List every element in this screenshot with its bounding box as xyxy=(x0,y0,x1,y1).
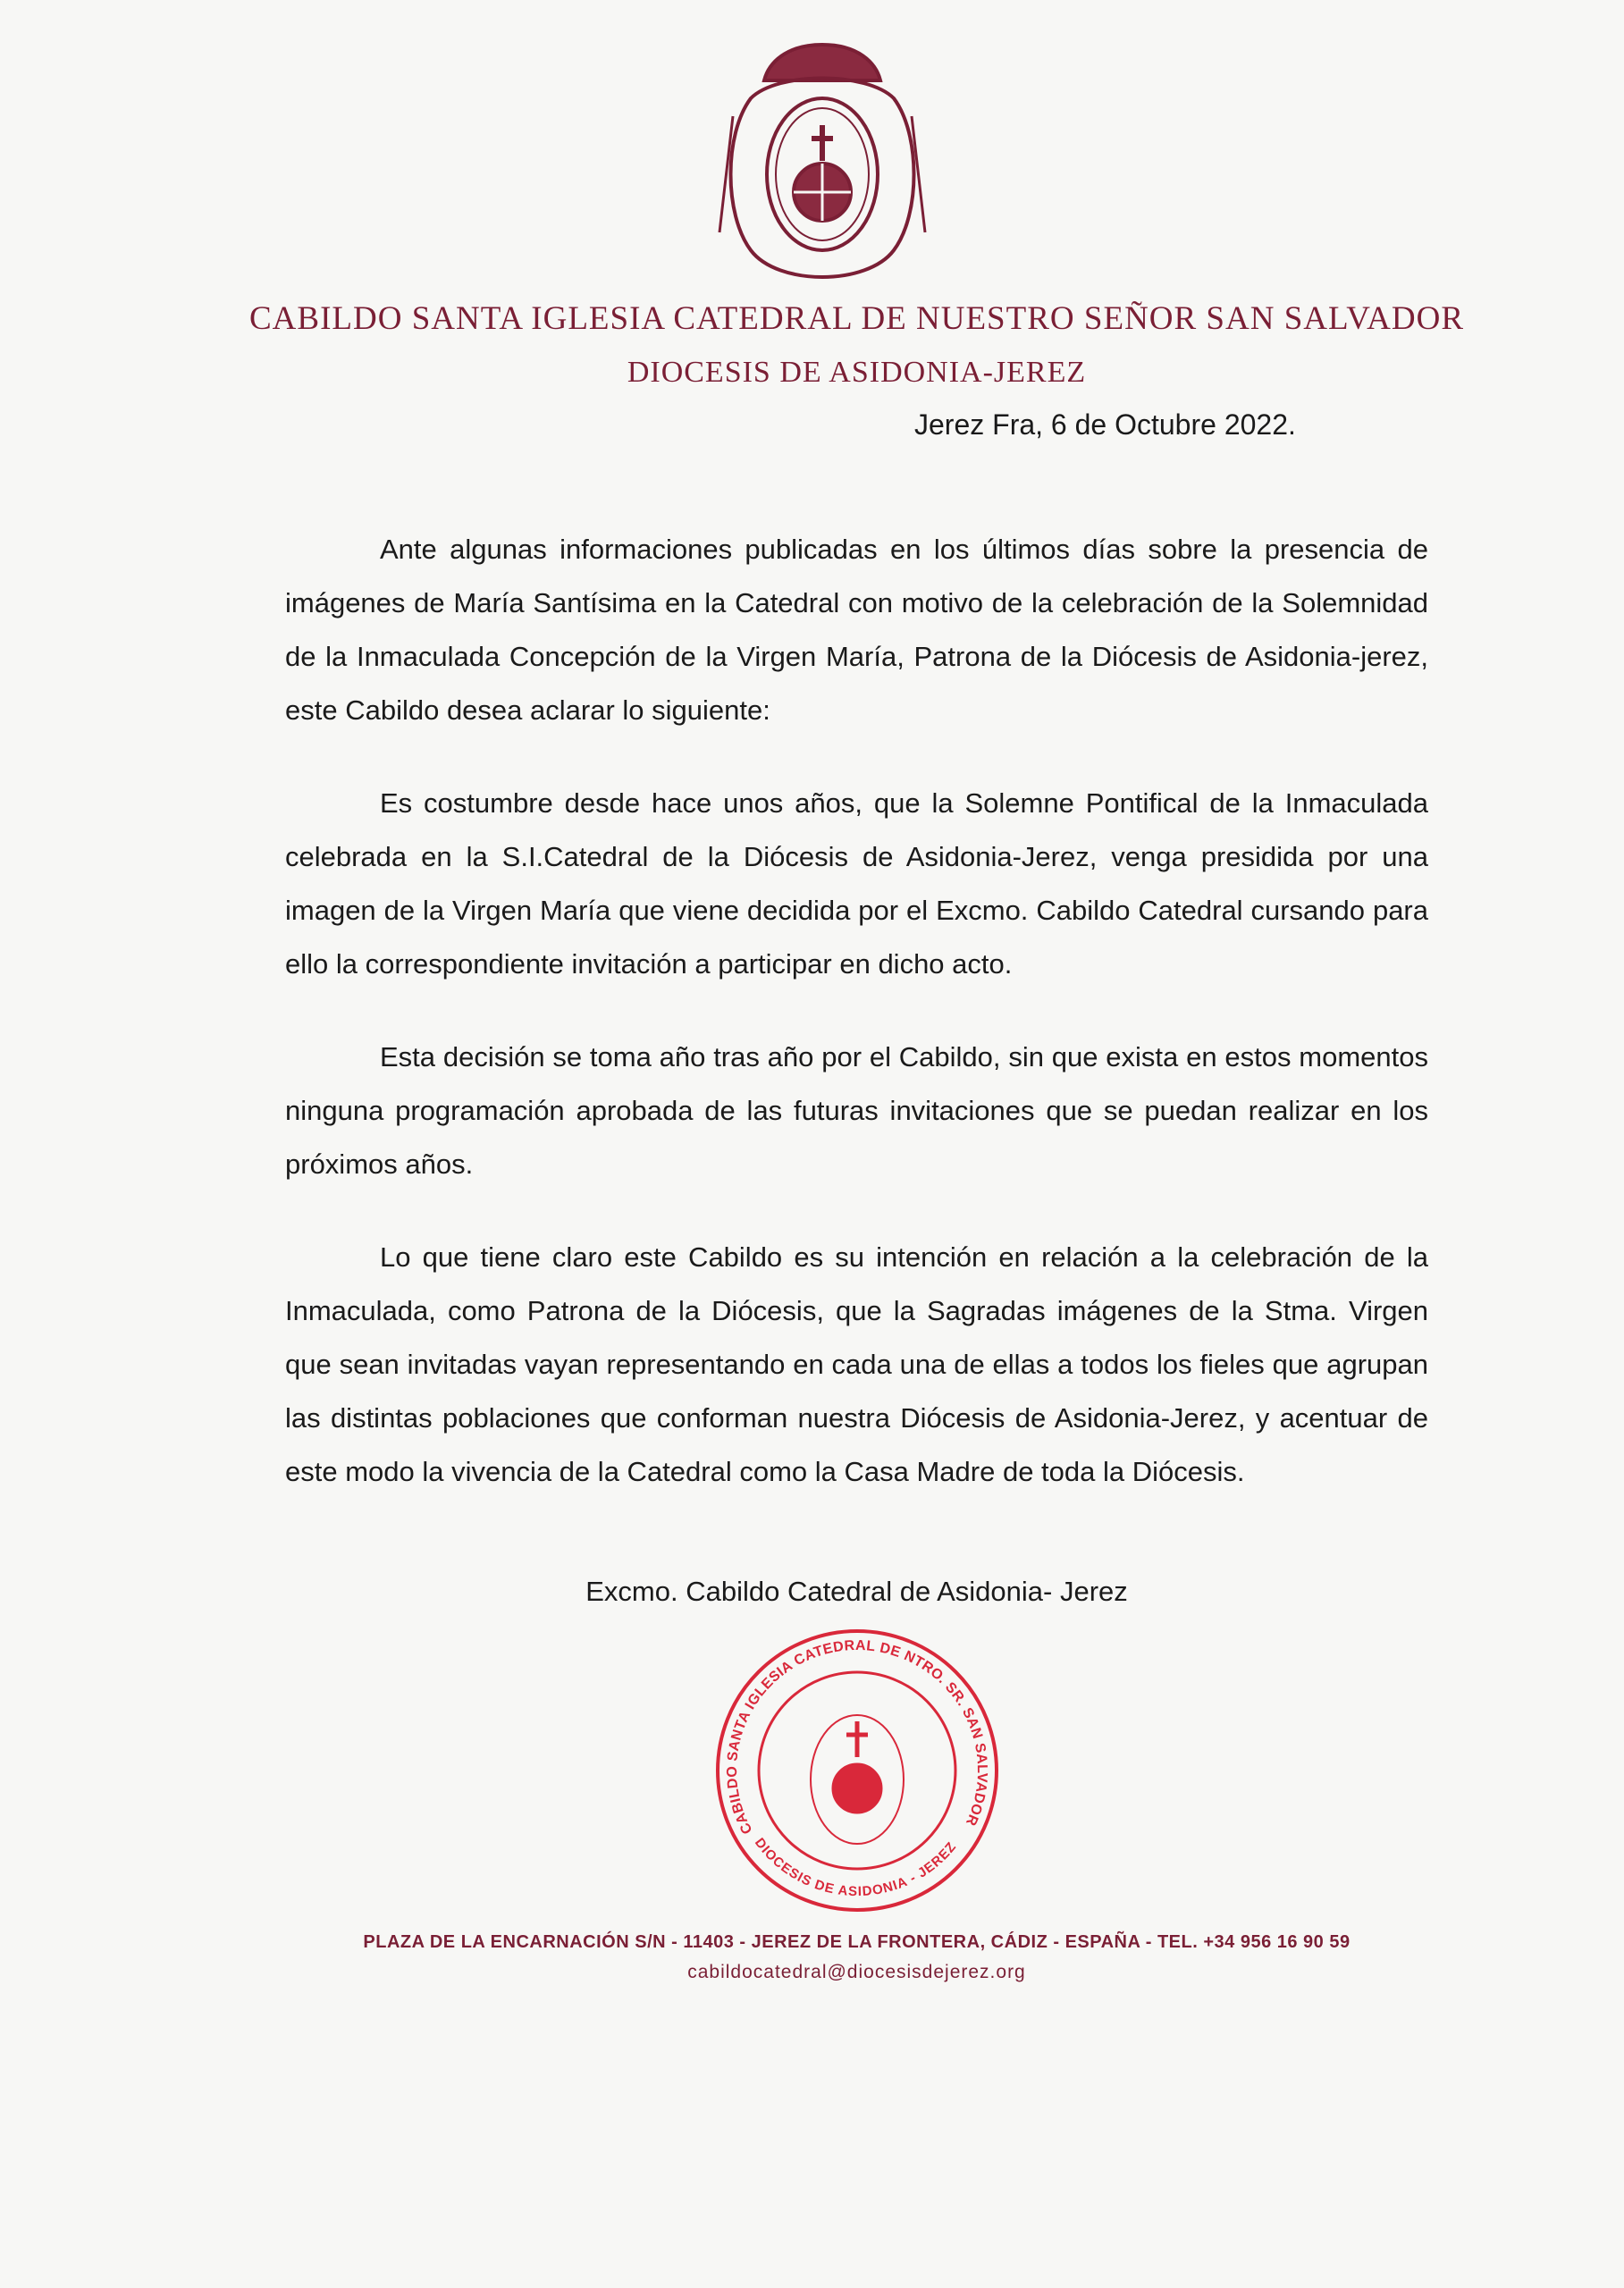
paragraph: Es costumbre desde hace unos años, que la Solemne Pontifical de la Inmaculada celebrada en la S.I.Catedral de la Diócesis de Asidonia-Jerez, venga presidida por una imagen de la Virgen María que viene decidida por el Excmo. Cabildo Catedral cursando para ello la correspondiente invitación a participar en dicho acto. xyxy=(285,787,1428,980)
footer-address: PLAZA DE LA ENCARNACIÓN S/N - 11403 - JEREZ DE LA FRONTERA, CÁDIZ - ESPAÑA - TEL. +34 956 16 90 59 xyxy=(363,1932,1351,1952)
signature: Excmo. Cabildo Catedral de Asidonia- Jerez xyxy=(585,1576,1128,1607)
stamp-text-bottom: DIOCESIS DE ASIDONIA - JEREZ xyxy=(751,1835,959,1900)
paragraph: Lo que tiene claro este Cabildo es su intención en relación a la celebración de la Inmaculada, como Patrona de la Diócesis, que la Sagradas imágenes de la Stma. Virgen que sean invitadas vayan representando en cada una de ellas a todos los fieles que agrupan las distintas poblaciones que conforman nuestra Diócesis de Asidonia-Jerez, y acentuar de este modo la vivencia de la Catedral como la Casa Madre de toda la Diócesis. xyxy=(285,1241,1428,1487)
paragraph: Esta decisión se toma año tras año por el Cabildo, sin que exista en estos momentos ninguna programación aprobada de las futuras invitaciones que se puedan realizar en los próximos años. xyxy=(285,1041,1428,1180)
letter-body xyxy=(285,523,1428,1538)
footer-email: cabildocatedral@diocesisdejerez.org xyxy=(687,1962,1026,1982)
official-stamp-icon xyxy=(714,1628,1000,1914)
stamp-text-top: CABILDO SANTA IGLESIA CATEDRAL DE NTRO. SR. SAN SALVADOR xyxy=(724,1637,989,1837)
coat-of-arms-icon xyxy=(715,36,930,295)
letter-content xyxy=(0,523,1624,2012)
letter-date: Jerez Fra, 6 de Octubre 2022. xyxy=(914,408,1296,441)
letterhead-subtitle: DIOCESIS DE ASIDONIA-JEREZ xyxy=(627,356,1087,389)
paragraph: Ante algunas informaciones publicadas en los últimos días sobre la presencia de imágenes de María Santísima en la Catedral con motivo de la celebración de la Solemnidad de la Inmaculada Concepción de la Virgen María, Patrona de la Diócesis de Asidonia-jerez, este Cabildo desea aclarar lo siguiente: xyxy=(285,534,1428,726)
letterhead-title: CABILDO SANTA IGLESIA CATEDRAL DE NUESTRO SEÑOR SAN SALVADOR xyxy=(249,300,1464,337)
